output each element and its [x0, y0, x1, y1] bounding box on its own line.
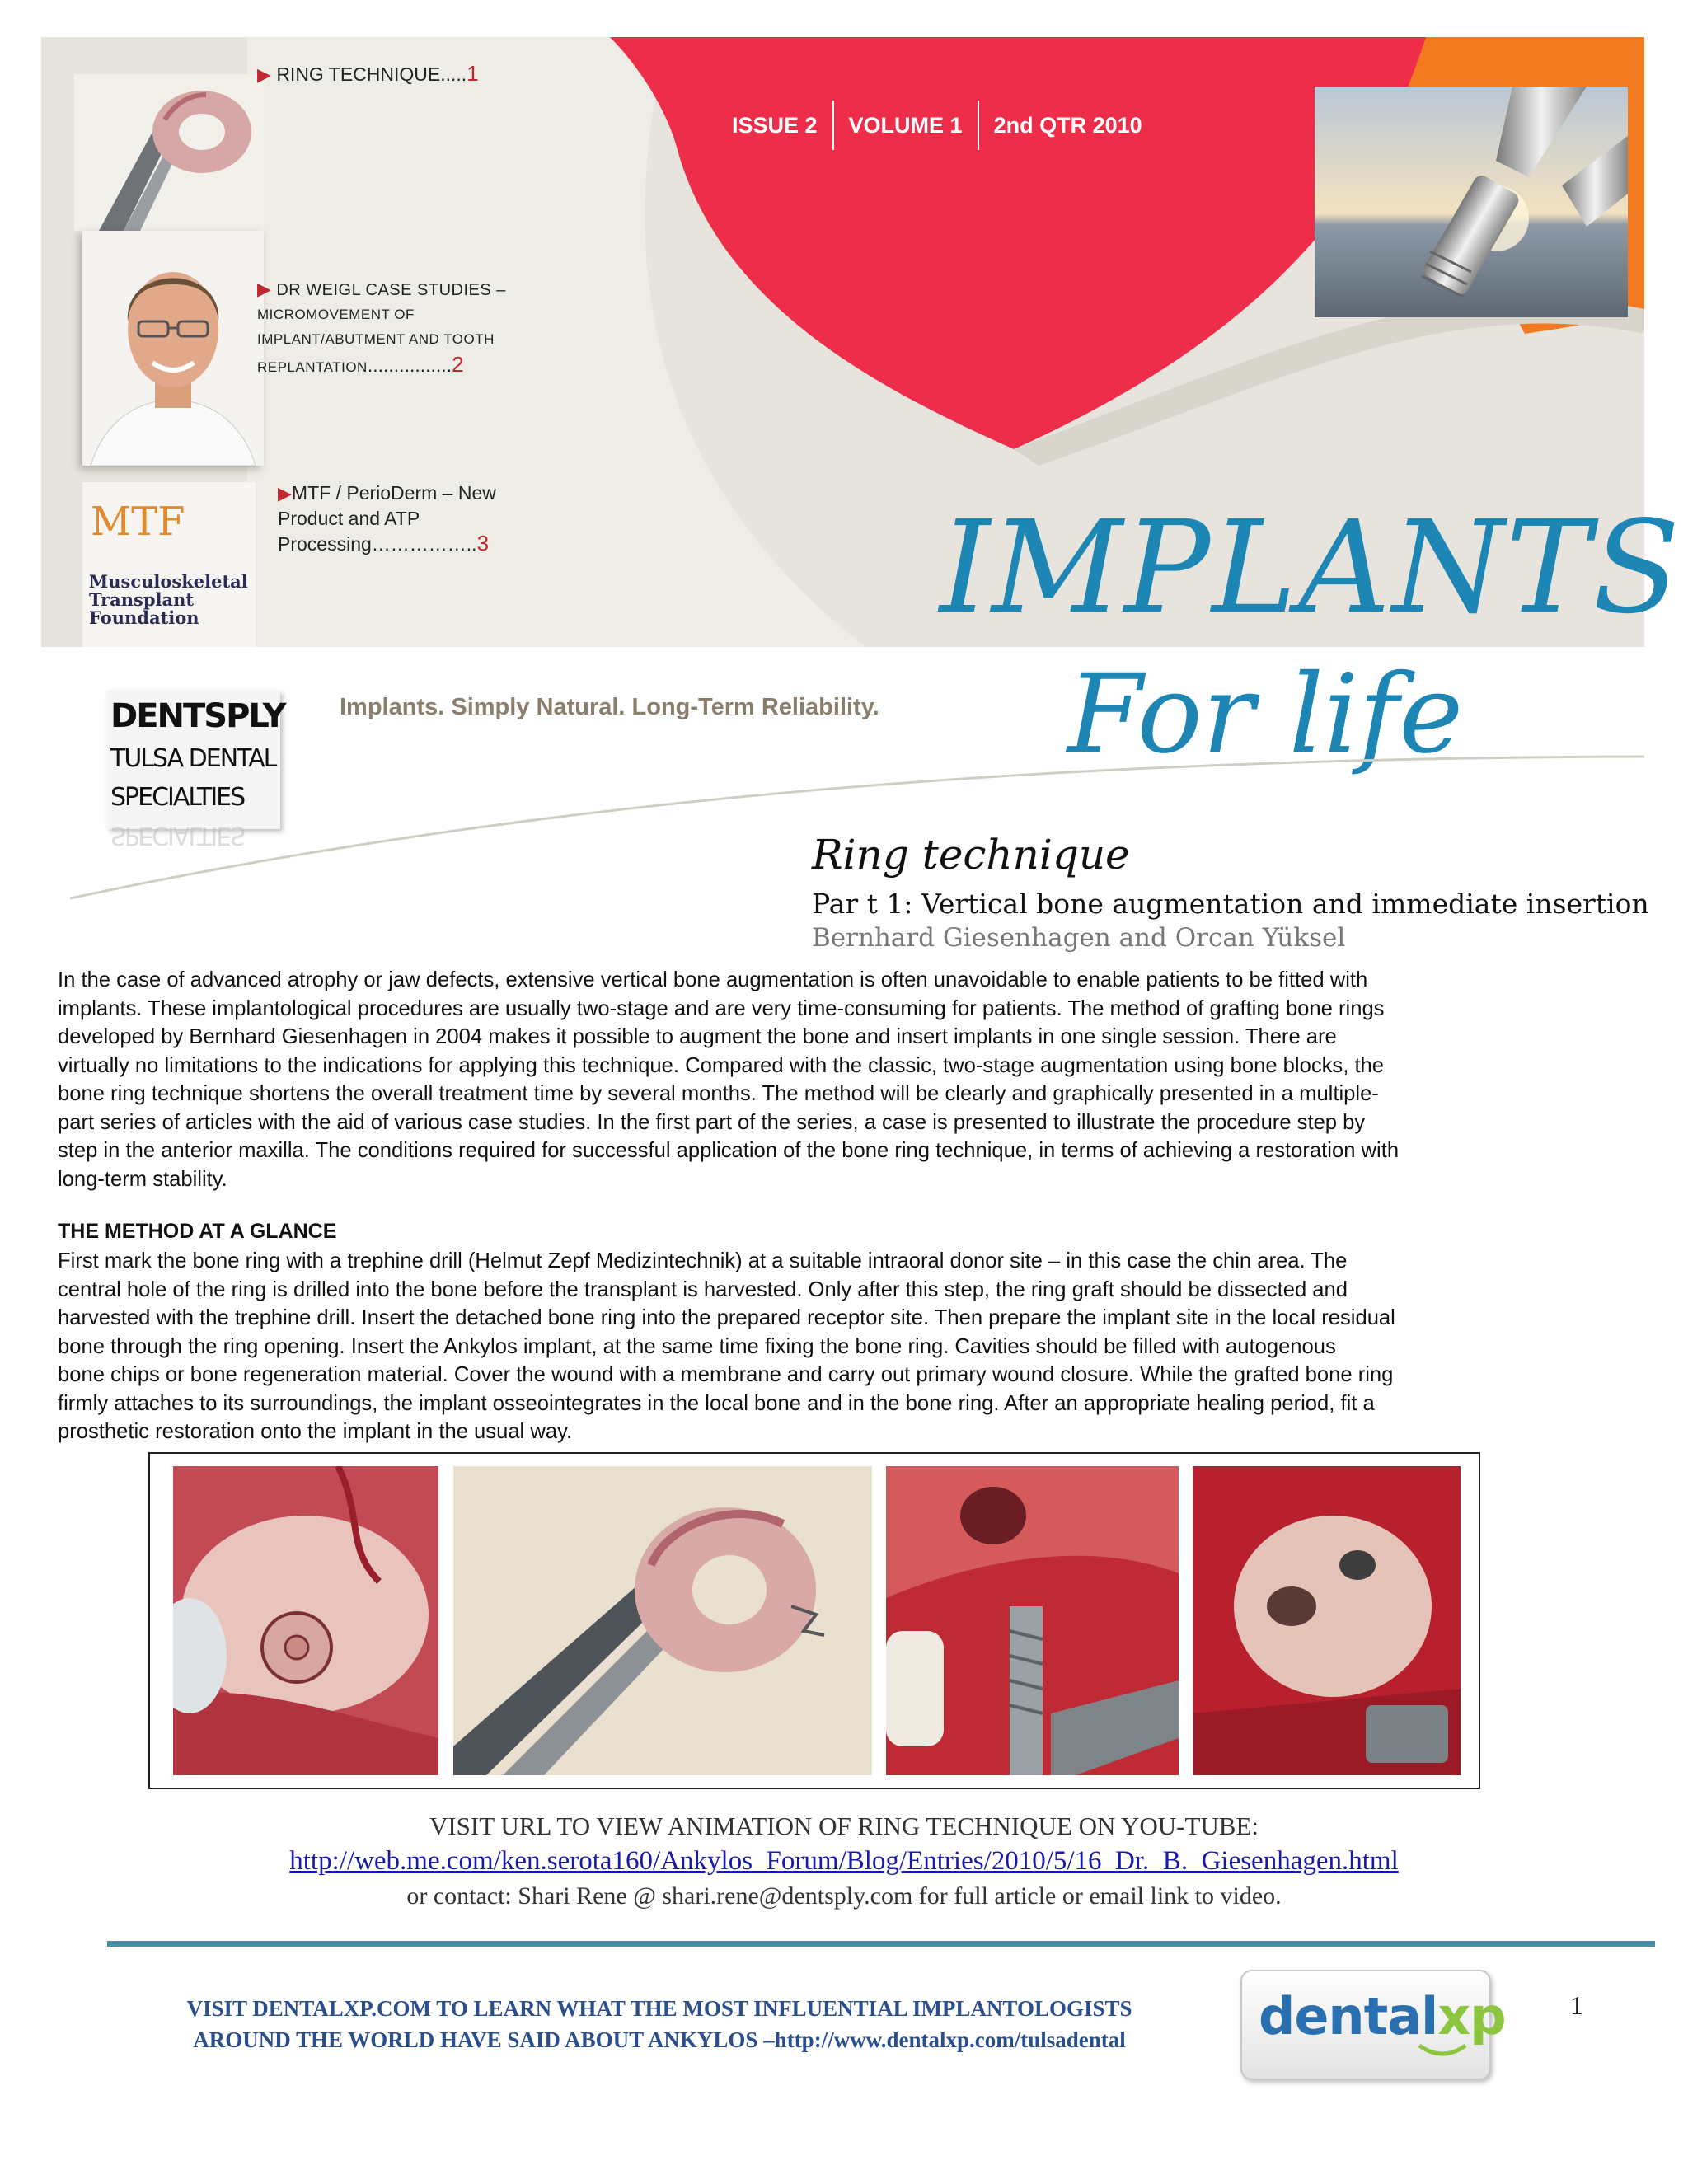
toc-label: MICROMOVEMENT OF [257, 307, 415, 322]
toc-item-mtf-perioderm[interactable] [278, 480, 496, 556]
contact-text: or contact: Shari Rene @ shari.rene@dentsply.com for full article or email link to video. [406, 1882, 1282, 1910]
mtf-logo-abbr: MTF [91, 499, 185, 545]
article-subtitle: Par t 1: Vertical bone augmentation and immediate insertion [812, 888, 1649, 920]
triangle-right-icon: ▶ [278, 483, 292, 504]
clinical-photo-strip [148, 1452, 1480, 1789]
toc-label: MTF / PerioDerm – New [291, 482, 496, 504]
masthead-title: IMPLANTS [940, 493, 1682, 642]
photo-ring-in-situ [1193, 1466, 1461, 1775]
dentsply-logo-line: DENTSPLY [110, 697, 285, 735]
dentsply-logo [107, 691, 285, 864]
toc-item-weigl-case-studies[interactable] [257, 276, 506, 380]
footer-line: VISIT DENTALXP.COM TO LEARN WHAT THE MOST INFLUENTIAL IMPLANTOLOGISTS [186, 1996, 1132, 2021]
dentalxp-logo[interactable] [1240, 1970, 1506, 2077]
dentsply-logo-reflection: SPECIALTIES [110, 821, 245, 850]
text-line: developed by Bernhard Giesenhagen in 2004 makes it possible to augment the bone and insert implants in one single session. There are [58, 1025, 1337, 1048]
triangle-right-icon: ▶ [257, 64, 271, 85]
article-authors: Bernhard Giesenhagen and Orcan Yüksel [812, 923, 1346, 953]
mtf-logo-line: Foundation [89, 607, 199, 628]
doctor-portrait [82, 231, 264, 466]
toc-dots: ..... [440, 63, 467, 85]
toc-dots: …………….. [371, 533, 477, 555]
toc-item-ring-technique[interactable] [257, 60, 479, 87]
page-number: 1 [1570, 1990, 1583, 2020]
toc-label: REPLANTATION [257, 359, 368, 375]
triangle-right-icon: ▶ [257, 279, 271, 299]
text-line: harvested with the trephine drill. Insert the detached bone ring into the prepared receptor site. Then prepare the implant site in the local residual [58, 1306, 1395, 1329]
toc-dots: ................ [367, 354, 452, 376]
toc-page: 2 [452, 352, 464, 377]
text-line: part series of articles with the aid of various case studies. In the first part of the series, a case is presented to illustrate the procedure step by [58, 1110, 1366, 1134]
mtf-logo-line: Transplant [89, 589, 195, 610]
mtf-logo [82, 482, 256, 647]
text-line: In the case of advanced atrophy or jaw defects, extensive vertical bone augmentation is often unavoidable to enable patients to be fitted with [58, 968, 1368, 991]
ring-graft-thumbnail [74, 74, 264, 231]
text-line: step in the anterior maxilla. The conditions required for successful application of the bone ring technique, in terms of achieving a restoration with [58, 1139, 1400, 1162]
photo-implant-insertion [886, 1466, 1179, 1775]
issue-info [717, 99, 1157, 152]
text-line: implants. These implantological procedures are usually two-stage and are very time-consuming for patients. The method of grafting bone rings [58, 996, 1385, 1020]
toc-label: IMPLANT/ABUTMENT AND TOOTH [257, 331, 495, 347]
text-line: First mark the bone ring with a trephine drill (Helmut Zepf Medizintechnik) at a suitable intraoral donor site – in this case the chin area. The [58, 1249, 1348, 1272]
smile-swoosh-icon [1418, 2042, 1467, 2060]
text-line: prosthetic restoration onto the implant in the usual way. [58, 1420, 573, 1443]
text-line: firmly attaches to its surroundings, the implant osseointegrates in the local bone and in the bone ring. After an appropriate healing period, fit a [58, 1391, 1375, 1415]
implant-sunset-photo [1315, 87, 1628, 317]
footer-promo [124, 1993, 1195, 2055]
text-line: bone ring technique shortens the overall treatment time by several months. The method will be clearly and graphically presented in a multiple- [58, 1082, 1379, 1105]
text-line: bone chips or bone regeneration material. Cover the wound with a membrane and carry out primary wound closure. While the grafted bone ring [58, 1363, 1394, 1386]
toc-label: Product and ATP [278, 508, 420, 529]
tagline: Implants. Simply Natural. Long-Term Reliability. [340, 694, 879, 720]
text-line: long-term stability. [58, 1167, 227, 1191]
dentalxp-logo-xp: xp [1437, 1986, 1506, 2046]
issue-number: ISSUE 2 [732, 112, 818, 138]
photo-ring-graft-forceps [453, 1466, 872, 1775]
video-url-link[interactable]: http://web.me.com/ken.serota160/Ankylos_Forum/Blog/Entries/2010/5/16_Dr._B._Giesenhagen.html [289, 1846, 1399, 1876]
dentsply-logo-line: SPECIALTIES [110, 783, 245, 812]
dentalxp-logo-dental: dental [1259, 1986, 1438, 2046]
issue-quarter: 2nd QTR 2010 [993, 112, 1142, 138]
footer-divider [107, 1941, 1655, 1947]
toc-label: DR WEIGL CASE STUDIES – [276, 281, 506, 299]
text-line: virtually no limitations to the indications for applying this technique. Compared with the classic, two-stage augmentation using bone blocks, the [58, 1053, 1385, 1077]
article-title: Ring technique [812, 831, 1130, 879]
video-visit-text: VISIT URL TO VIEW ANIMATION OF RING TECHNIQUE ON YOU-TUBE: [429, 1811, 1259, 1840]
text-line: bone through the ring opening. Insert the Ankylos implant, at the same time fixing the bone ring. Cavities should be filled with autogenous [58, 1334, 1336, 1358]
intro-paragraph [58, 966, 1624, 1193]
toc-page: 3 [476, 531, 490, 555]
text-line: central hole of the ring is drilled into the bone before the transplant is harvested. Only after this step, the ring graft should be dissected and [58, 1277, 1348, 1301]
footer-line[interactable]: AROUND THE WORLD HAVE SAID ABOUT ANKYLOS –http://www.dentalxp.com/tulsadental [193, 2027, 1126, 2052]
volume-number: VOLUME 1 [848, 112, 963, 138]
dentsply-logo-line: TULSA DENTAL [110, 744, 276, 773]
section-heading: THE METHOD AT A GLANCE [58, 1220, 337, 1243]
toc-label: RING TECHNIQUE [276, 63, 441, 85]
toc-page: 1 [467, 61, 479, 86]
toc-label: Processing [278, 533, 372, 555]
photo-trephine-marking [173, 1466, 438, 1775]
masthead-subtitle: For life [1067, 651, 1464, 778]
mtf-logo-line: Musculoskeletal [89, 571, 248, 592]
method-paragraph [58, 1247, 1624, 1446]
